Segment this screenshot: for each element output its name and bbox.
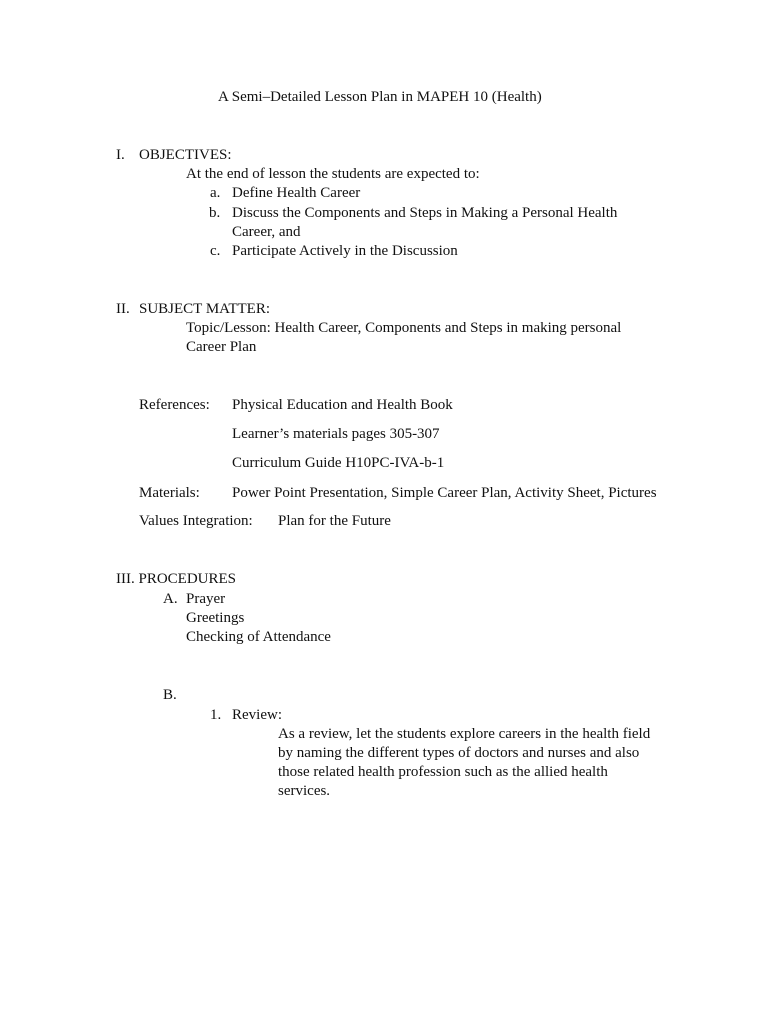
objective-item-c: Participate Actively in the Discussion	[232, 243, 458, 259]
procedure-a-item: Prayer	[186, 591, 226, 607]
materials-value: Power Point Presentation, Simple Career Plan, Activity Sheet, Pictures	[232, 485, 657, 501]
references-label: References:	[139, 397, 210, 413]
topic-lesson-line1: Topic/Lesson: Health Career, Components and Steps in making personal	[186, 320, 622, 336]
section-heading-subject-matter: SUBJECT MATTER:	[139, 301, 270, 317]
objective-item-b-line1: Discuss the Components and Steps in Making a Personal Health	[232, 205, 618, 221]
reference-item: Physical Education and Health Book	[232, 397, 453, 413]
values-integration-value: Plan for the Future	[278, 513, 391, 529]
procedure-letter-a: A.	[163, 591, 178, 607]
section-numeral-objectives: I.	[116, 147, 125, 163]
objective-letter-a: a.	[210, 185, 221, 201]
procedure-letter-b: B.	[163, 687, 177, 703]
objective-letter-b: b.	[209, 205, 221, 221]
objective-letter-c: c.	[210, 243, 221, 259]
materials-label: Materials:	[139, 485, 200, 501]
document-title: A Semi–Detailed Lesson Plan in MAPEH 10 (Health)	[218, 89, 542, 105]
reference-item: Learner’s materials pages 305-307	[232, 426, 440, 442]
section-numeral-subject-matter: II.	[116, 301, 130, 317]
objective-item-b-line2: Career, and	[232, 224, 301, 240]
section-heading-objectives: OBJECTIVES:	[139, 147, 232, 163]
review-label: Review:	[232, 707, 282, 723]
procedure-a-item: Greetings	[186, 610, 245, 626]
review-text-line: by naming the different types of doctors and nurses and also	[278, 745, 640, 761]
procedure-a-item: Checking of Attendance	[186, 629, 331, 645]
review-text-line: As a review, let the students explore careers in the health field	[278, 726, 651, 742]
review-text-line: services.	[278, 783, 331, 799]
objectives-intro: At the end of lesson the students are expected to:	[186, 166, 480, 182]
topic-lesson-line2: Career Plan	[186, 339, 257, 355]
reference-item: Curriculum Guide H10PC-IVA-b-1	[232, 455, 445, 471]
review-text-line: those related health profession such as the allied health	[278, 764, 608, 780]
section-heading-procedures: III. PROCEDURES	[116, 571, 237, 587]
objective-item-a: Define Health Career	[232, 185, 361, 201]
review-number: 1.	[210, 707, 222, 723]
values-integration-label: Values Integration:	[139, 513, 253, 529]
